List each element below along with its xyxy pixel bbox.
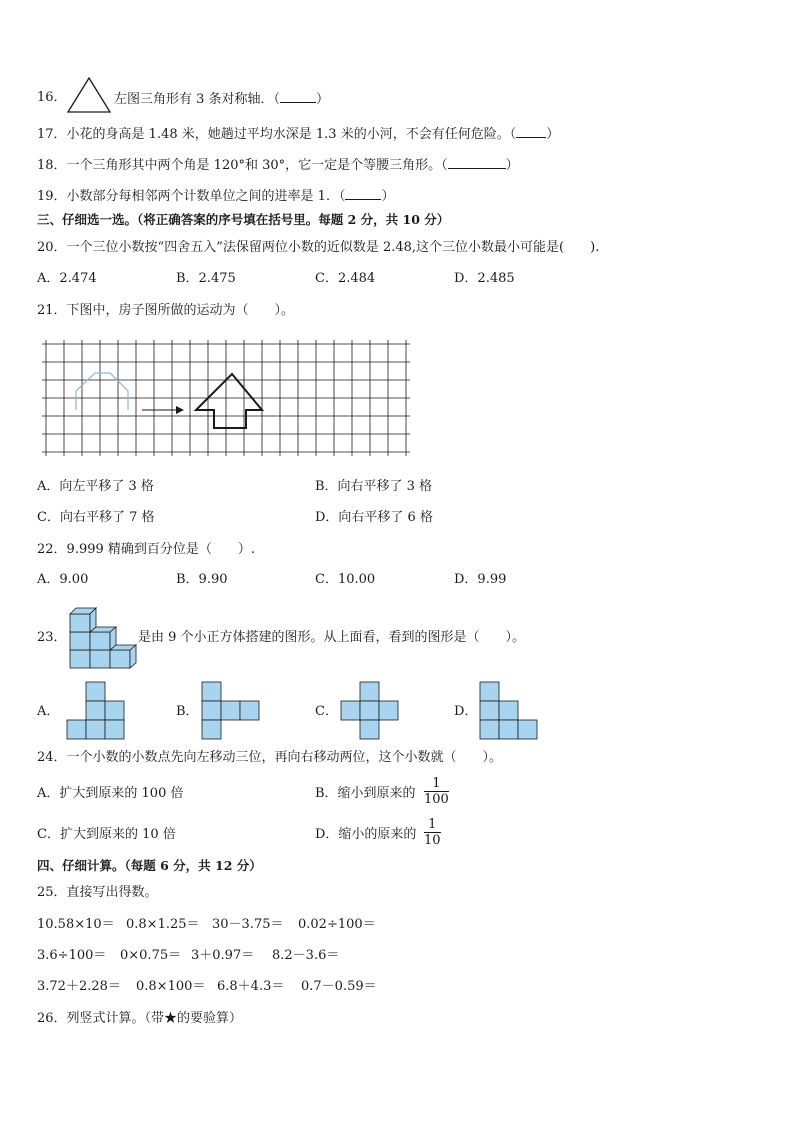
q16 xyxy=(37,90,67,106)
ghost-house-shape xyxy=(76,373,128,410)
arrow-head xyxy=(176,406,184,414)
calc-item[interactable]: 0.8×1.25＝ xyxy=(126,917,200,932)
answer-blank[interactable] xyxy=(448,156,506,169)
option-d-figure xyxy=(479,680,539,740)
q23-number: 23． xyxy=(37,630,67,645)
calc-item[interactable]: 3＋0.97＝ xyxy=(191,948,255,963)
q23-option-b[interactable]: B． xyxy=(176,704,199,719)
cube-stack-figure xyxy=(68,604,140,670)
translation-grid xyxy=(38,338,398,458)
section-three-heading: 三、仔细选一选。（将正确答案的序号填在括号里。每题 2 分，共 10 分） xyxy=(37,212,450,227)
fraction-one-tenth: $\frac{1}{10}$ xyxy=(424,817,441,848)
calc-item[interactable]: 3.72＋2.28＝ xyxy=(37,979,121,994)
q22-option-a[interactable]: A．9.00 xyxy=(37,572,89,587)
option-b-figure xyxy=(201,680,261,740)
q20: 20．一个三位小数按“四舍五入”法保留两位小数的近似数是 2.48,这个三位小数最小可能是( ). xyxy=(37,240,600,255)
q20-option-c[interactable]: C．2.484 xyxy=(315,271,376,286)
q23-text: 是由 9 个小正方体搭建的图形。从上面看，看到的图形是（ ）。 xyxy=(138,630,526,645)
q22-option-c[interactable]: C．10.00 xyxy=(315,572,376,587)
moved-house-shape xyxy=(196,374,262,428)
calc-item[interactable]: 8.2－3.6＝ xyxy=(272,948,340,963)
triangle-figure xyxy=(66,76,112,114)
q18: 18．一个三角形其中两个角是 120°和 30°，它一定是个等腰三角形。（ ） xyxy=(37,158,519,173)
q16-text: 左图三角形有 3 条对称轴．（ ） xyxy=(114,92,330,107)
fraction-one-hundredth: $\frac{1}{100}$ xyxy=(424,776,449,807)
q17: 17．小花的身高是 1.48 米，她趟过平均水深是 1.3 米的小河，不会有任何危险。（ ） xyxy=(37,127,560,142)
q24-option-b[interactable]: B．缩小到原来的 xyxy=(315,786,416,801)
calc-item[interactable]: 0.8×100＝ xyxy=(136,979,206,994)
calc-item[interactable]: 0×0.75＝ xyxy=(120,948,182,963)
q22: 22．9.999 精确到百分位是（ ）. xyxy=(37,542,256,557)
option-c-figure xyxy=(340,680,400,740)
q21: 21．下图中，房子图所做的运动为（ ）。 xyxy=(37,303,295,318)
q26: 26．列竖式计算。（带★的要验算） xyxy=(37,1011,243,1026)
q20-option-b[interactable]: B．2.475 xyxy=(176,271,236,286)
q23-option-a[interactable]: A． xyxy=(37,704,60,719)
answer-blank[interactable] xyxy=(345,187,381,200)
calc-item[interactable]: 0.02÷100＝ xyxy=(298,917,376,932)
answer-blank[interactable] xyxy=(516,125,546,138)
q24-option-c[interactable]: C．扩大到原来的 10 倍 xyxy=(37,827,176,842)
calc-item[interactable]: 0.7－0.59＝ xyxy=(301,979,377,994)
q24-option-d[interactable]: D．缩小的原来的 xyxy=(315,827,417,842)
q19: 19．小数部分每相邻两个计数单位之间的进率是 1．（ ） xyxy=(37,189,395,204)
q16-number: 16． xyxy=(37,90,67,105)
q23-option-d[interactable]: D． xyxy=(454,704,478,719)
q24: 24．一个小数的小数点先向左移动三位，再向右移动两位，这个小数就（ ）。 xyxy=(37,750,503,765)
q24-option-a[interactable]: A．扩大到原来的 100 倍 xyxy=(37,786,184,801)
q21-option-d[interactable]: D．向右平移了 6 格 xyxy=(315,510,433,525)
calc-item[interactable]: 3.6÷100＝ xyxy=(37,948,107,963)
q22-option-d[interactable]: D．9.99 xyxy=(454,572,507,587)
q20-option-d[interactable]: D．2.485 xyxy=(454,271,515,286)
option-a-figure xyxy=(66,680,126,740)
q23-option-c[interactable]: C． xyxy=(315,704,338,719)
section-four-heading: 四、仔细计算。（每题 6 分，共 12 分） xyxy=(37,858,262,873)
q20-option-a[interactable]: A．2.474 xyxy=(37,271,97,286)
calc-item[interactable]: 6.8＋4.3＝ xyxy=(217,979,285,994)
calc-item[interactable]: 30－3.75＝ xyxy=(212,917,284,932)
q21-option-b[interactable]: B．向右平移了 3 格 xyxy=(315,479,433,494)
q25: 25．直接写出得数。 xyxy=(37,885,158,900)
calc-item[interactable]: 10.58×10＝ xyxy=(37,917,115,932)
q22-option-b[interactable]: B．9.90 xyxy=(176,572,228,587)
answer-blank[interactable] xyxy=(280,90,316,103)
q21-option-c[interactable]: C．向右平移了 7 格 xyxy=(37,510,155,525)
q21-option-a[interactable]: A．向左平移了 3 格 xyxy=(37,479,154,494)
